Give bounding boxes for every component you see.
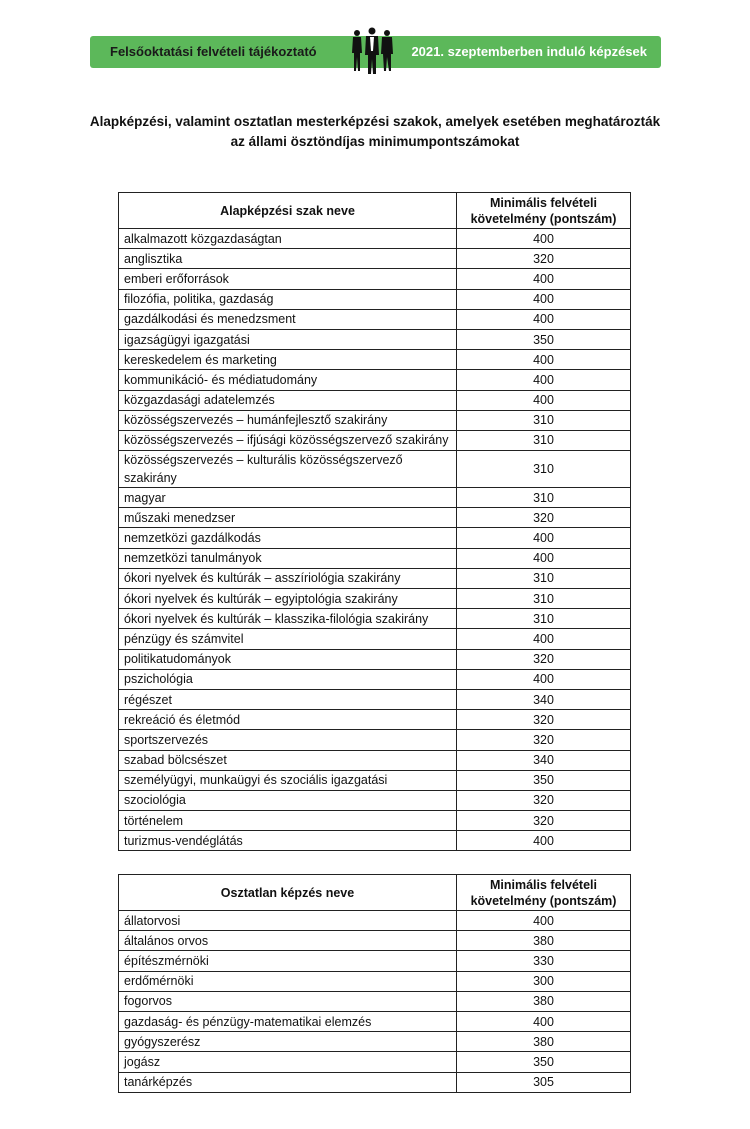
table-header-row	[119, 193, 631, 229]
table-row	[119, 350, 631, 370]
min-score-cell: 320	[457, 649, 631, 669]
table-row	[119, 1052, 631, 1072]
program-name-cell: műszaki menedzser	[119, 508, 457, 528]
min-score-cell: 350	[457, 770, 631, 790]
program-name-cell: közgazdasági adatelemzés	[119, 390, 457, 410]
banner-left-title: Felsőoktatási felvételi tájékoztató	[110, 44, 317, 59]
program-name-cell: turizmus-vendéglátás	[119, 831, 457, 851]
min-score-cell: 310	[457, 609, 631, 629]
program-name-cell: ókori nyelvek és kultúrák – egyiptológia szakirány	[119, 589, 457, 609]
table-row	[119, 451, 631, 488]
program-name-cell: filozófia, politika, gazdaság	[119, 289, 457, 309]
table-row	[119, 730, 631, 750]
table-row	[119, 229, 631, 249]
bachelor-programs-table	[118, 192, 631, 851]
min-score-cell: 310	[457, 430, 631, 450]
min-score-cell: 310	[457, 451, 631, 488]
table-row	[119, 329, 631, 349]
min-score-cell: 400	[457, 370, 631, 390]
program-name-cell: pszichológia	[119, 669, 457, 689]
min-score-cell: 305	[457, 1072, 631, 1092]
table-row	[119, 1032, 631, 1052]
table-row	[119, 831, 631, 851]
min-score-cell: 400	[457, 911, 631, 931]
min-score-cell: 310	[457, 488, 631, 508]
score-header-line-1: Minimális felvételi	[490, 195, 597, 210]
min-score-cell: 320	[457, 811, 631, 831]
min-score-cell: 400	[457, 548, 631, 568]
min-score-cell: 400	[457, 309, 631, 329]
min-score-cell: 330	[457, 951, 631, 971]
program-name-cell: szabad bölcsészet	[119, 750, 457, 770]
score-header-line-1: Minimális felvételi	[490, 877, 597, 892]
table-row	[119, 689, 631, 709]
min-score-cell: 400	[457, 390, 631, 410]
program-name-cell: történelem	[119, 811, 457, 831]
min-score-cell: 310	[457, 589, 631, 609]
min-score-cell: 400	[457, 269, 631, 289]
min-score-cell: 320	[457, 508, 631, 528]
people-silhouettes-icon	[348, 27, 396, 75]
table-row	[119, 370, 631, 390]
program-name-cell: igazságügyi igazgatási	[119, 329, 457, 349]
program-name-cell: kommunikáció- és médiatudomány	[119, 370, 457, 390]
table-row	[119, 508, 631, 528]
table-row	[119, 750, 631, 770]
min-score-cell: 400	[457, 350, 631, 370]
program-name-cell: ókori nyelvek és kultúrák – klasszika-filológia szakirány	[119, 609, 457, 629]
program-name-cell: sportszervezés	[119, 730, 457, 750]
min-score-cell: 400	[457, 528, 631, 548]
program-name-cell: építészmérnöki	[119, 951, 457, 971]
min-score-cell: 380	[457, 1032, 631, 1052]
table-row	[119, 971, 631, 991]
table-row	[119, 1072, 631, 1092]
program-name-cell: nemzetközi tanulmányok	[119, 548, 457, 568]
document-title	[60, 112, 690, 152]
score-header-line-2: követelmény (pontszám)	[470, 211, 617, 226]
min-score-cell: 350	[457, 1052, 631, 1072]
column-header-name: Osztatlan képzés neve	[119, 875, 457, 911]
table-row	[119, 911, 631, 931]
program-name-cell: általános orvos	[119, 931, 457, 951]
table-row	[119, 991, 631, 1011]
table-row	[119, 669, 631, 689]
min-score-cell: 400	[457, 1011, 631, 1031]
column-header-score	[457, 193, 631, 229]
min-score-cell: 300	[457, 971, 631, 991]
program-name-cell: magyar	[119, 488, 457, 508]
banner-right-title: 2021. szeptemberben induló képzések	[411, 44, 647, 59]
program-name-cell: kereskedelem és marketing	[119, 350, 457, 370]
table-row	[119, 770, 631, 790]
min-score-cell: 400	[457, 289, 631, 309]
undivided-programs-table	[118, 874, 631, 1093]
table-row	[119, 649, 631, 669]
table-row	[119, 269, 631, 289]
program-name-cell: fogorvos	[119, 991, 457, 1011]
table-row	[119, 609, 631, 629]
program-name-cell: pénzügy és számvitel	[119, 629, 457, 649]
table-row	[119, 390, 631, 410]
min-score-cell: 340	[457, 750, 631, 770]
table-row	[119, 410, 631, 430]
program-name-cell: alkalmazott közgazdaságtan	[119, 229, 457, 249]
min-score-cell: 350	[457, 329, 631, 349]
program-name-cell: gazdaság- és pénzügy-matematikai elemzés	[119, 1011, 457, 1031]
min-score-cell: 320	[457, 790, 631, 810]
min-score-cell: 380	[457, 931, 631, 951]
min-score-cell: 310	[457, 410, 631, 430]
min-score-cell: 400	[457, 229, 631, 249]
min-score-cell: 310	[457, 568, 631, 588]
title-line-2: az állami ösztöndíjas minimumpontszámokat	[230, 134, 520, 149]
column-header-score	[457, 875, 631, 911]
table-row	[119, 309, 631, 329]
table-row	[119, 710, 631, 730]
program-name-cell: szociológia	[119, 790, 457, 810]
program-name-cell: emberi erőforrások	[119, 269, 457, 289]
table-row	[119, 1011, 631, 1031]
program-name-cell: régészet	[119, 689, 457, 709]
table-header-row	[119, 875, 631, 911]
min-score-cell: 320	[457, 249, 631, 269]
min-score-cell: 320	[457, 710, 631, 730]
table-row	[119, 931, 631, 951]
program-name-cell: erdőmérnöki	[119, 971, 457, 991]
table-row	[119, 951, 631, 971]
program-name-cell: nemzetközi gazdálkodás	[119, 528, 457, 548]
table-row	[119, 488, 631, 508]
min-score-cell: 400	[457, 669, 631, 689]
table-row	[119, 249, 631, 269]
column-header-name: Alapképzési szak neve	[119, 193, 457, 229]
min-score-cell: 340	[457, 689, 631, 709]
table-row	[119, 430, 631, 450]
title-line-1: Alapképzési, valamint osztatlan mesterképzési szakok, amelyek esetében meghatározták	[89, 114, 661, 129]
program-name-cell: ókori nyelvek és kultúrák – asszíriológia szakirány	[119, 568, 457, 588]
min-score-cell: 400	[457, 629, 631, 649]
program-name-cell: személyügyi, munkaügyi és szociális igazgatási	[119, 770, 457, 790]
program-name-cell: rekreáció és életmód	[119, 710, 457, 730]
table-row	[119, 811, 631, 831]
table-row	[119, 548, 631, 568]
table-row	[119, 289, 631, 309]
min-score-cell: 400	[457, 831, 631, 851]
table-row	[119, 629, 631, 649]
min-score-cell: 320	[457, 730, 631, 750]
program-name-cell: jogász	[119, 1052, 457, 1072]
program-name-cell: közösségszervezés – ifjúsági közösségszervező szakirány	[119, 430, 457, 450]
program-name-cell: gyógyszerész	[119, 1032, 457, 1052]
program-name-cell: anglisztika	[119, 249, 457, 269]
min-score-cell: 380	[457, 991, 631, 1011]
table-row	[119, 589, 631, 609]
program-name-cell: tanárképzés	[119, 1072, 457, 1092]
program-name-cell: állatorvosi	[119, 911, 457, 931]
program-name-cell: politikatudományok	[119, 649, 457, 669]
program-name-cell: közösségszervezés – kulturális közösségszervező szakirány	[119, 451, 457, 488]
program-name-cell: gazdálkodási és menedzsment	[119, 309, 457, 329]
program-name-cell: közösségszervezés – humánfejlesztő szakirány	[119, 410, 457, 430]
table-row	[119, 528, 631, 548]
table-row	[119, 568, 631, 588]
table-row	[119, 790, 631, 810]
score-header-line-2: követelmény (pontszám)	[470, 893, 617, 908]
